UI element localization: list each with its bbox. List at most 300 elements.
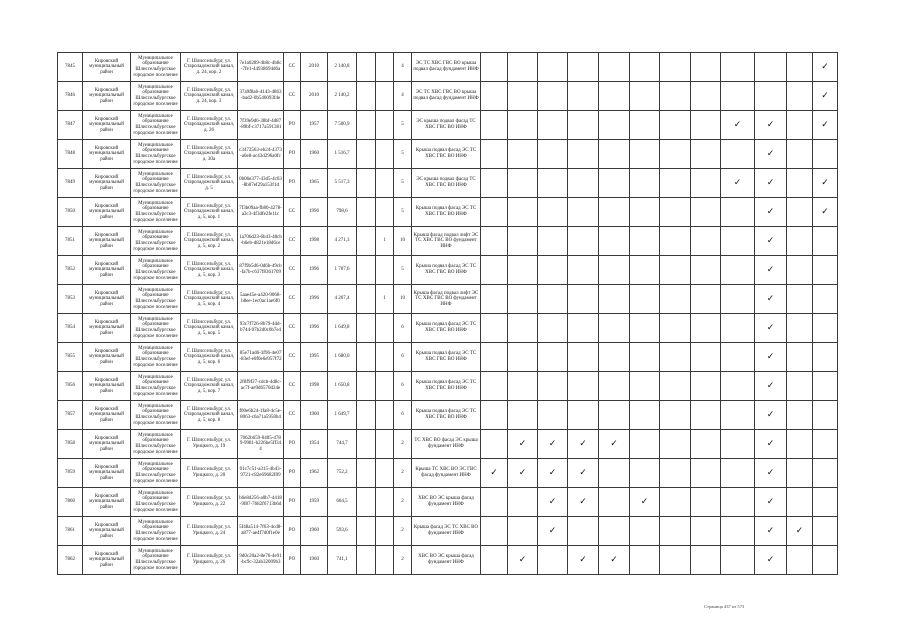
check-cell [508,140,538,169]
table-row [58,343,838,372]
check-cell [721,517,755,546]
address-cell: Г. Шлиссельбург, ул. Староладожский канал, д. 5, кор. 4 [181,285,238,314]
check-cell [660,372,691,401]
row-number-cell: 7858 [58,430,83,459]
check-cell [538,459,568,488]
works-cell: ЭС ТС ХВС ГВС ВО крыша подвал фасад фундамент ИНФ [412,82,481,111]
checkmark-icon: ✓ [821,206,829,217]
district-cell: Кировский муниципальный район [83,517,131,546]
address-cell: Г. Шлиссельбург, ул. Староладожский канал, д. 26 [181,111,238,140]
works-cell: Крыша подвал фасад ЭС ТС ХВС ГВС ВО ИНФ [412,256,481,285]
check-cell [813,430,838,459]
guid-cell: 7062b659-0405-4789-9981-b226be5ff344 [238,430,284,459]
guid-cell: 5aae45e-a420-9068-b8ee-1ec0ac1ae6f0 [238,285,284,314]
check-cell [660,459,691,488]
works-cell: Крыша подвал фасад ЭС ТС ХВС ГВС ВО ИНФ [412,314,481,343]
check-cell [508,314,538,343]
check-cell [508,517,538,546]
check-cell [568,372,599,401]
check-cell [630,314,660,343]
guid-cell: 7e1a0289-4b8c-4b8c-7fe1-44938694d6a [238,53,284,82]
count-cell [376,517,394,546]
empty-cell [357,227,376,256]
check-cell [599,169,630,198]
count-cell [376,169,394,198]
check-cell [630,546,660,575]
district-cell: Кировский муниципальный район [83,314,131,343]
check-cell [660,546,691,575]
check-cell [599,256,630,285]
guid-cell: 0b06e377-43d5-4c63-8b07ef29a153f1d [238,169,284,198]
empty-cell [357,140,376,169]
check-cell [787,401,813,430]
district-cell: Кировский муниципальный район [83,430,131,459]
check-cell [599,198,630,227]
address-cell: Г. Шлиссельбург, ул. Староладожский канал, д. 5, кор. 8 [181,401,238,430]
check-cell [660,227,691,256]
floors-cell: 2 [394,430,412,459]
area-cell: 604,5 [328,488,357,517]
district-cell: Кировский муниципальный район [83,256,131,285]
check-cell [755,169,787,198]
count-cell [376,488,394,517]
check-cell [813,343,838,372]
check-cell [721,314,755,343]
count-cell [376,459,394,488]
table-row [58,227,838,256]
check-cell [630,256,660,285]
checkmark-icon: ✓ [821,90,829,101]
checkmark-icon: ✓ [548,525,557,536]
checkmark-icon: ✓ [766,554,775,565]
municipality-cell: Муниципальное образование Шлиссельбургское городское поселение [131,372,181,401]
empty-cell [357,343,376,372]
floors-cell: 6 [394,314,412,343]
check-cell [538,343,568,372]
table-row [58,401,838,430]
row-number-cell: 7850 [58,198,83,227]
floors-cell: 2 [394,459,412,488]
check-cell [508,459,538,488]
district-cell: Кировский муниципальный район [83,488,131,517]
works-cell: Крыша фасад подвал лифт ЭС ТС ХВС ГВС ВО фундамент ИНФ [412,285,481,314]
check-cell [813,198,838,227]
works-cell: Крыша подвал фасад ЭС ТС ХВС ГВС ВО ИНФ [412,343,481,372]
type-cell: РО [284,140,301,169]
check-cell [787,488,813,517]
check-cell [630,111,660,140]
area-cell: 5 517,3 [328,169,357,198]
check-cell [630,517,660,546]
works-cell: ТС ХВС ВО фасад ЭС крыша фундамент ИНФ [412,430,481,459]
checkmark-icon: ✓ [821,119,829,130]
check-cell [481,82,508,111]
register-body [58,53,838,575]
address-cell: Г. Шлиссельбург, ул. Староладожский канал, д. 24, кор. 2 [181,53,238,82]
checkmark-icon: ✓ [610,554,618,565]
district-cell: Кировский муниципальный район [83,372,131,401]
check-cell [568,430,599,459]
page-number: Страница 437 из 573 [704,604,745,609]
check-cell [721,430,755,459]
empty-cell [357,372,376,401]
row-number-cell: 7848 [58,140,83,169]
check-cell [660,140,691,169]
count-cell [376,372,394,401]
district-cell: Кировский муниципальный район [83,111,131,140]
type-cell: РО [284,459,301,488]
check-cell [721,256,755,285]
row-number-cell: 7847 [58,111,83,140]
check-cell [599,314,630,343]
count-cell [376,546,394,575]
checkmark-icon: ✓ [766,351,775,362]
check-cell [660,285,691,314]
checkmark-icon: ✓ [518,467,527,478]
check-cell [660,314,691,343]
row-number-cell: 7845 [58,53,83,82]
guid-cell: 37a9f8a6-4143-4863-bad2-0b546093f4e [238,82,284,111]
checkmark-icon: ✓ [766,264,775,275]
check-cell [721,111,755,140]
floors-cell: 4 [394,53,412,82]
empty-cell [357,169,376,198]
floors-cell: 2 [394,517,412,546]
check-cell [568,314,599,343]
guid-cell: 85e71ad6-3f96-4e07-83ef-e0f0e6e957f72 [238,343,284,372]
check-cell [721,459,755,488]
check-cell [813,488,838,517]
municipality-cell: Муниципальное образование Шлиссельбургское городское поселение [131,459,181,488]
check-cell [630,488,660,517]
year-cell: 1962 [301,459,328,488]
table-row [58,314,838,343]
area-cell: 1 680,0 [328,343,357,372]
row-number-cell: 7852 [58,256,83,285]
type-cell: РО [284,169,301,198]
municipality-cell: Муниципальное образование Шлиссельбургское городское поселение [131,227,181,256]
count-cell [376,343,394,372]
district-cell: Кировский муниципальный район [83,198,131,227]
check-cell [599,546,630,575]
floors-cell: 4 [394,82,412,111]
empty-cell [357,198,376,227]
check-cell [630,459,660,488]
check-cell [568,227,599,256]
check-cell [568,140,599,169]
empty-cell [357,401,376,430]
type-cell: СС [284,256,301,285]
row-number-cell: 7854 [58,314,83,343]
table-row [58,111,838,140]
checkmark-icon: ✓ [640,496,649,507]
check-cell [538,314,568,343]
check-cell [755,372,787,401]
check-cell [481,169,508,198]
check-cell [481,546,508,575]
checkmark-icon: ✓ [548,467,557,478]
check-cell [721,140,755,169]
check-cell [813,82,838,111]
year-cell: 1960 [301,546,328,575]
check-cell [599,82,630,111]
check-cell [691,198,721,227]
check-cell [630,82,660,111]
checkmark-icon: ✓ [548,496,557,507]
check-cell [660,169,691,198]
checkmark-icon: ✓ [766,438,775,449]
check-cell [508,285,538,314]
floors-cell: 5 [394,256,412,285]
floors-cell: 2 [394,488,412,517]
check-cell [660,53,691,82]
municipality-cell: Муниципальное образование Шлиссельбургское городское поселение [131,169,181,198]
address-cell: Г. Шлиссельбург, ул. Урицкого, д. 24 [181,517,238,546]
checkmark-icon: ✓ [766,525,775,536]
check-cell [481,459,508,488]
municipality-cell: Муниципальное образование Шлиссельбургское городское поселение [131,285,181,314]
area-cell: 741,1 [328,546,357,575]
check-cell [599,401,630,430]
type-cell: СС [284,53,301,82]
check-cell [508,430,538,459]
check-cell [787,256,813,285]
floors-cell: 10 [394,227,412,256]
count-cell [376,53,394,82]
address-cell: Г. Шлиссельбург, ул. Урицкого, д. 26 [181,546,238,575]
row-number-cell: 7849 [58,169,83,198]
floors-cell: 5 [394,198,412,227]
check-cell [568,488,599,517]
check-cell [755,488,787,517]
check-cell [481,401,508,430]
check-cell [721,198,755,227]
check-cell [755,430,787,459]
year-cell: 1960 [301,140,328,169]
empty-cell [357,256,376,285]
check-cell [538,546,568,575]
checkmark-icon: ✓ [766,148,775,159]
check-cell [787,546,813,575]
table-row [58,256,838,285]
check-cell [538,401,568,430]
check-cell [538,372,568,401]
check-cell [691,82,721,111]
check-cell [660,198,691,227]
address-cell: Г. Шлиссельбург, ул. Староладожский канал, д. 5, кор. 2 [181,227,238,256]
check-cell [660,517,691,546]
guid-cell: 93c7f726-8b79-4dd-b744-97b2d0c0b7e4 [238,314,284,343]
check-cell [568,546,599,575]
check-cell [599,285,630,314]
check-cell [721,372,755,401]
check-cell [691,517,721,546]
row-number-cell: 7851 [58,227,83,256]
floors-cell: 6 [394,401,412,430]
check-cell [599,372,630,401]
row-number-cell: 7859 [58,459,83,488]
check-cell [508,343,538,372]
row-number-cell: 7855 [58,343,83,372]
check-cell [660,82,691,111]
check-cell [538,285,568,314]
year-cell: 1957 [301,111,328,140]
district-cell: Кировский муниципальный район [83,169,131,198]
type-cell: СС [284,314,301,343]
check-cell [481,285,508,314]
check-cell [691,372,721,401]
works-cell: Крыша подвал фасад ЭС ТС ХВС ГВС ВО ИНФ [412,140,481,169]
check-cell [721,169,755,198]
check-cell [481,140,508,169]
check-cell [568,459,599,488]
check-cell [599,459,630,488]
municipality-cell: Муниципальное образование Шлиссельбургское городское поселение [131,546,181,575]
check-cell [481,372,508,401]
empty-cell [357,430,376,459]
checkmark-icon: ✓ [766,409,775,420]
check-cell [755,517,787,546]
check-cell [599,517,630,546]
count-cell: 1 [376,285,394,314]
works-cell: Крыша подвал фасад ЭС ТС ХВС ГВС ВО ИНФ [412,198,481,227]
check-cell [481,488,508,517]
check-cell [481,198,508,227]
check-cell [691,546,721,575]
address-cell: Г. Шлиссельбург, ул. Староладожский канал, д. 5, кор. 1 [181,198,238,227]
check-cell [599,53,630,82]
area-cell: 1 649,7 [328,401,357,430]
check-cell [787,82,813,111]
check-cell [660,256,691,285]
district-cell: Кировский муниципальный район [83,401,131,430]
check-cell [568,343,599,372]
floors-cell: 2 [394,546,412,575]
floors-cell: 10 [394,285,412,314]
type-cell: СС [284,372,301,401]
count-cell [376,111,394,140]
check-cell [481,111,508,140]
count-cell [376,314,394,343]
checkmark-icon: ✓ [610,438,618,449]
check-cell [538,227,568,256]
type-cell: СС [284,401,301,430]
check-cell [568,517,599,546]
check-cell [508,169,538,198]
district-cell: Кировский муниципальный район [83,343,131,372]
check-cell [721,546,755,575]
check-cell [691,140,721,169]
check-cell [538,517,568,546]
works-cell: ЭС крыша подвал фасад ТС ХВС ГВС ВО ИНФ [412,111,481,140]
table-row [58,198,838,227]
works-cell: Крыша подвал фасад ЭС ТС ХВС ГВС ВО ИНФ [412,372,481,401]
check-cell [691,488,721,517]
check-cell [787,517,813,546]
check-cell [538,198,568,227]
check-cell [568,82,599,111]
municipality-cell: Муниципальное образование Шлиссельбургское городское поселение [131,140,181,169]
address-cell: Г. Шлиссельбург, ул. Староладожский канал, д. 5, кор. 7 [181,372,238,401]
count-cell [376,256,394,285]
empty-cell [357,111,376,140]
check-cell [481,227,508,256]
check-cell [481,314,508,343]
check-cell [599,140,630,169]
floors-cell: 6 [394,343,412,372]
empty-cell [357,314,376,343]
year-cell: 1965 [301,169,328,198]
year-cell: 2010 [301,53,328,82]
year-cell: 1996 [301,285,328,314]
check-cell [813,169,838,198]
type-cell: РО [284,517,301,546]
area-cell: 4 271,3 [328,227,357,256]
check-cell [538,169,568,198]
district-cell: Кировский муниципальный район [83,546,131,575]
area-cell: 593,6 [328,517,357,546]
area-cell: 1 707,6 [328,256,357,285]
checkmark-icon: ✓ [766,177,775,188]
check-cell [630,140,660,169]
check-cell [787,314,813,343]
check-cell [813,140,838,169]
works-cell: Крыша фасад ЭС ТС ХВС ВО фундамент ИНФ [412,517,481,546]
check-cell [508,546,538,575]
type-cell: СС [284,82,301,111]
check-cell [568,256,599,285]
check-cell [755,401,787,430]
checkmark-icon: ✓ [518,438,527,449]
year-cell: 1996 [301,198,328,227]
check-cell [508,198,538,227]
checkmark-icon: ✓ [766,206,775,217]
check-cell [755,459,787,488]
works-cell: ХВС ВО ЭС крыша фасад фундамент ИНФ [412,546,481,575]
check-cell [813,546,838,575]
check-cell [691,111,721,140]
checkmark-icon: ✓ [579,467,587,478]
address-cell: Г. Шлиссельбург, ул. Урицкого, д. 19 [181,430,238,459]
check-cell [721,227,755,256]
check-cell [813,285,838,314]
municipality-cell: Муниципальное образование Шлиссельбургское городское поселение [131,430,181,459]
check-cell [691,343,721,372]
guid-cell: 01c7c51-a315-4b43-9721-c82e69682f09 [238,459,284,488]
check-cell [721,488,755,517]
checkmark-icon: ✓ [490,467,498,478]
year-cell: 1960 [301,401,328,430]
empty-cell [357,459,376,488]
check-cell [481,517,508,546]
year-cell: 1998 [301,227,328,256]
municipality-cell: Муниципальное образование Шлиссельбургское городское поселение [131,53,181,82]
checkmark-icon: ✓ [579,554,587,565]
check-cell [691,285,721,314]
type-cell: РО [284,488,301,517]
check-cell [538,430,568,459]
area-cell: 4 267,4 [328,285,357,314]
year-cell: 1954 [301,430,328,459]
area-cell: 1 516,7 [328,140,357,169]
count-cell [376,140,394,169]
check-cell [538,140,568,169]
address-cell: Г. Шлиссельбург, ул. Староладожский канал, д. 5 [181,169,238,198]
check-cell [787,169,813,198]
check-cell [599,488,630,517]
area-cell: 2 140,8 [328,53,357,82]
check-cell [538,488,568,517]
